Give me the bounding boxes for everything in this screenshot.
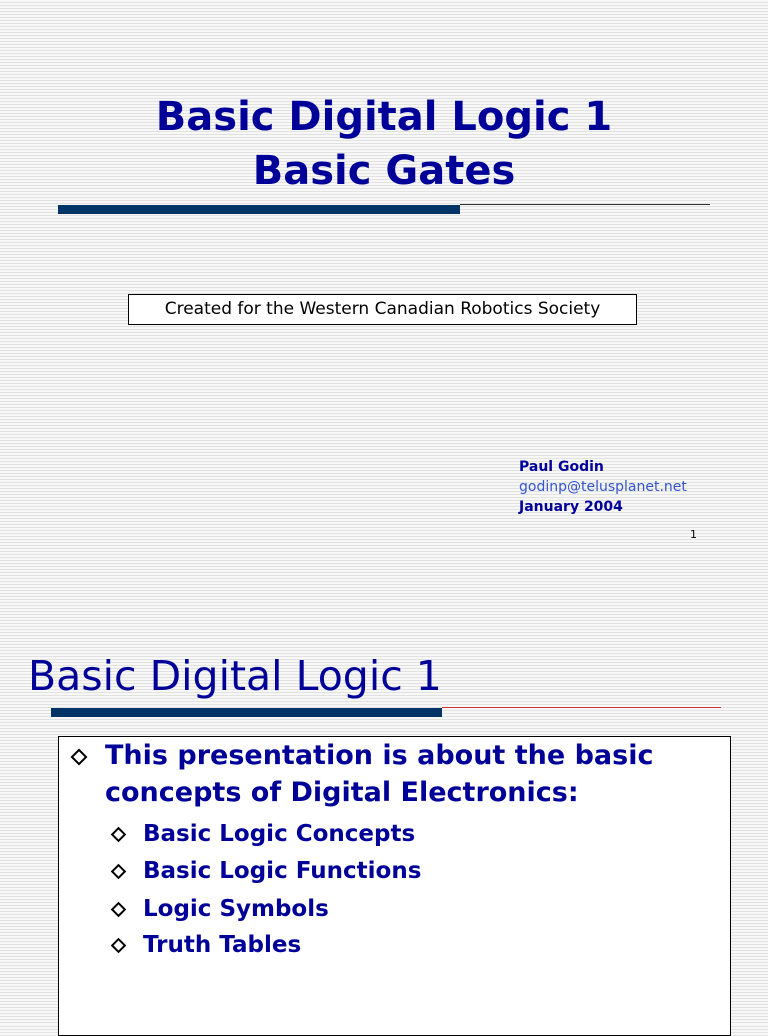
diamond-bullet-icon	[111, 827, 127, 843]
title-underline-bar	[58, 205, 460, 214]
sub-bullet	[143, 894, 329, 924]
author-email-link[interactable]: godinp@telusplanet.net	[519, 479, 687, 495]
sub-bullet	[143, 930, 301, 960]
diamond-bullet-icon	[111, 902, 127, 918]
slide-1-title-line-2: Basic Gates	[252, 148, 516, 194]
main-bullet-text: This presentation is about the basic concepts of Digital Electronics:	[105, 740, 654, 808]
author-date: January 2004	[519, 499, 623, 515]
slide-2-title: Basic Digital Logic 1	[28, 652, 442, 700]
sub-bullet-text: Basic Logic Concepts	[143, 821, 416, 847]
sub-bullet-text: Logic Symbols	[143, 896, 329, 922]
diamond-bullet-icon	[111, 938, 127, 954]
page-number: 1	[690, 528, 697, 541]
title-underline-line	[460, 204, 710, 205]
slide-1-title-line-1: Basic Digital Logic 1	[155, 94, 613, 140]
slide-2	[0, 620, 768, 1024]
content-box	[58, 736, 731, 1036]
slide-2-underline-line	[442, 707, 721, 708]
slide-2-underline-bar	[51, 708, 442, 717]
diamond-bullet-icon	[111, 864, 127, 880]
sub-bullet	[143, 819, 415, 849]
author-name: Paul Godin	[519, 459, 604, 475]
main-bullet	[105, 737, 715, 811]
diamond-bullet-icon	[71, 749, 88, 766]
sub-bullet-text: Truth Tables	[143, 932, 302, 958]
sub-bullet-text: Basic Logic Functions	[143, 858, 422, 884]
sub-bullet	[143, 856, 421, 886]
subtitle-box: Created for the Western Canadian Robotics Society	[128, 294, 637, 325]
